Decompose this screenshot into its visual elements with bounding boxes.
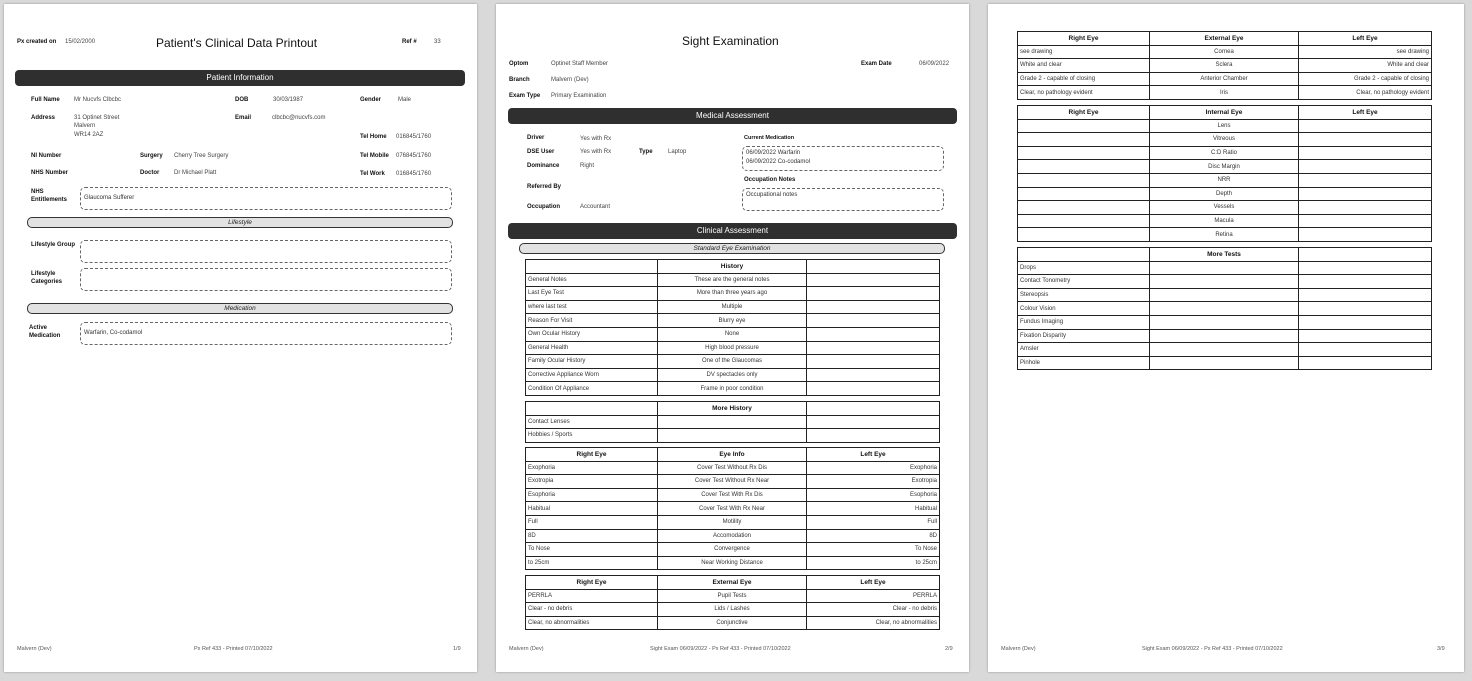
row-value: These are the general notes	[658, 273, 807, 287]
dominance-value: Right	[580, 163, 595, 169]
external-eye-table-p2	[525, 575, 940, 630]
column-header: Left Eye	[807, 448, 940, 462]
lifestyle-categories-label-1: Lifestyle	[31, 271, 56, 277]
doctor-label: Doctor	[140, 170, 160, 176]
table-row	[1018, 119, 1432, 133]
tel-work-value: 016845/1760	[396, 171, 432, 177]
footer-ref: Sight Exam 06/09/2022 - Px Ref 433 - Printed 07/10/2022	[1142, 646, 1283, 652]
table-row	[526, 382, 940, 396]
address-label: Address	[31, 115, 56, 121]
address-line2: Malvern	[74, 123, 96, 129]
empty-cell	[1018, 214, 1150, 228]
occupation-label: Occupation	[527, 204, 561, 210]
row-value: Blurry eye	[658, 314, 807, 328]
empty-cell	[1299, 173, 1432, 187]
row-label: Last Eye Test	[526, 287, 658, 301]
table-row	[526, 502, 940, 516]
optom-value: Optinet Staff Member	[551, 61, 608, 67]
test-name: Conjunctive	[658, 616, 807, 630]
left-eye-value: see drawing	[1299, 45, 1432, 59]
test-name: Macula	[1150, 214, 1299, 228]
px-created-value: 15/02/2000	[65, 39, 96, 45]
table-row	[1018, 214, 1432, 228]
table-row	[1018, 343, 1432, 357]
dse-user-value: Yes with Rx	[580, 149, 612, 155]
row-label: Condition Of Appliance	[526, 382, 658, 396]
table-row	[1018, 201, 1432, 215]
left-eye-value: Habitual	[807, 502, 940, 516]
email-label: Email	[235, 115, 252, 121]
column-header: External Eye	[658, 576, 807, 590]
test-name: Vessels	[1150, 201, 1299, 215]
occupation-value: Accountant	[580, 204, 611, 210]
email-value: clbcbc@nucvfs.com	[272, 115, 326, 121]
empty-cell	[1299, 288, 1432, 302]
section-lifestyle: Lifestyle	[27, 217, 453, 228]
driver-label: Driver	[527, 135, 545, 141]
empty-cell	[807, 368, 940, 382]
table-row	[526, 273, 940, 287]
active-medication-label-2: Medication	[29, 333, 61, 339]
table-row	[526, 415, 940, 429]
occupation-notes-label: Occupation Notes	[744, 177, 796, 183]
table-row	[1018, 275, 1432, 289]
dob-value: 30/03/1987	[273, 97, 304, 103]
empty-cell	[658, 415, 807, 429]
page-2	[496, 4, 969, 672]
empty-cell	[658, 429, 807, 443]
column-header: Right Eye	[1018, 32, 1150, 46]
empty-cell	[1150, 261, 1299, 275]
test-name: Stereopsis	[1018, 288, 1150, 302]
test-name: Motility	[658, 515, 807, 529]
empty-cell	[1299, 160, 1432, 174]
column-header: Left Eye	[1299, 106, 1432, 120]
table-row	[1018, 228, 1432, 242]
empty-cell	[807, 314, 940, 328]
test-name: C:D Ratio	[1150, 146, 1299, 160]
occupation-notes-box	[742, 188, 944, 211]
table-header-row	[1018, 32, 1432, 46]
empty-cell	[1299, 187, 1432, 201]
page-title: Patient's Clinical Data Printout	[156, 36, 318, 50]
table-row	[1018, 160, 1432, 174]
column-header: Left Eye	[1299, 32, 1432, 46]
exam-type-label: Exam Type	[509, 93, 541, 99]
empty-cell	[1299, 275, 1432, 289]
column-header: Right Eye	[1018, 106, 1150, 120]
table-row	[526, 368, 940, 382]
branch-label: Branch	[509, 77, 530, 83]
footer-ref: Sight Exam 06/09/2022 - Px Ref 433 - Printed 07/10/2022	[650, 646, 791, 652]
test-name: Convergence	[658, 543, 807, 557]
table-header-row	[1018, 106, 1432, 120]
empty-cell	[1299, 315, 1432, 329]
left-eye-value: Clear, no abnormalities	[807, 616, 940, 630]
sight-exam-title: Sight Examination	[682, 34, 779, 48]
exam-type-value: Primary Examination	[551, 93, 607, 99]
right-eye-value: White and clear	[1018, 59, 1150, 73]
nhs-entitlements-box	[80, 187, 452, 210]
exam-date-label: Exam Date	[861, 61, 892, 67]
test-name: Near Working Distance	[658, 556, 807, 570]
ref-value: 33	[434, 39, 441, 45]
table-row	[526, 616, 940, 630]
empty-cell	[807, 273, 940, 287]
empty-cell	[1018, 160, 1150, 174]
right-eye-value: Clear - no debris	[526, 603, 658, 617]
empty-cell	[1018, 201, 1150, 215]
empty-cell	[1150, 315, 1299, 329]
empty-cell	[807, 327, 940, 341]
table-row	[526, 341, 940, 355]
table-row	[526, 556, 940, 570]
column-header: Internal Eye	[1150, 106, 1299, 120]
current-medication-item: 06/09/2022 Warfarin	[746, 150, 801, 156]
tel-home-label: Tel Home	[360, 134, 387, 140]
table-row	[526, 475, 940, 489]
empty-cell	[1018, 187, 1150, 201]
full-name-value: Mr Nucvfs Clbcbc	[74, 97, 122, 103]
current-medication-item: 06/09/2022 Co-codamol	[746, 159, 811, 165]
more-history-table	[525, 401, 940, 443]
surgery-label: Surgery	[140, 153, 163, 159]
test-name: Disc Margin	[1150, 160, 1299, 174]
test-name: Lens	[1150, 119, 1299, 133]
table-row	[1018, 356, 1432, 370]
left-eye-value: White and clear	[1299, 59, 1432, 73]
row-label: General Notes	[526, 273, 658, 287]
column-header: Right Eye	[526, 576, 658, 590]
driver-value: Yes with Rx	[580, 136, 612, 142]
footer-page-number: 3/9	[1437, 646, 1445, 652]
column-header: External Eye	[1150, 32, 1299, 46]
table-header-row	[1018, 248, 1432, 262]
dob-label: DOB	[235, 97, 249, 103]
active-medication-label-1: Active	[29, 325, 48, 331]
active-medication-value: Warfarin, Co-codamol	[84, 330, 143, 336]
empty-cell	[1299, 146, 1432, 160]
empty-cell	[1299, 302, 1432, 316]
test-name: Iris	[1150, 86, 1299, 100]
empty-cell	[1299, 356, 1432, 370]
table-row	[1018, 302, 1432, 316]
left-eye-value: 8D	[807, 529, 940, 543]
empty-cell	[1018, 133, 1150, 147]
right-eye-value: Clear, no pathology evident	[1018, 86, 1150, 100]
empty-cell	[1150, 343, 1299, 357]
test-name: Cover Test With Rx Dis	[658, 488, 807, 502]
test-name: Pinhole	[1018, 356, 1150, 370]
lifestyle-group-label: Lifestyle Group	[31, 242, 76, 248]
table-row	[1018, 315, 1432, 329]
nhs-number-label: NHS Number	[31, 170, 69, 176]
ni-number-label: NI Number	[31, 153, 62, 159]
empty-cell	[807, 287, 940, 301]
tel-mobile-label: Tel Mobile	[360, 153, 389, 159]
row-label: Contact Lenses	[526, 415, 658, 429]
referred-by-label: Referred By	[527, 184, 562, 190]
test-name: Fixation Disparity	[1018, 329, 1150, 343]
table-row	[1018, 59, 1432, 73]
right-eye-value: Esophoria	[526, 488, 658, 502]
left-eye-value: PERRLA	[807, 589, 940, 603]
table-row	[526, 314, 940, 328]
right-eye-value: see drawing	[1018, 45, 1150, 59]
footer-ref: Px Ref 433 - Printed 07/10/2022	[194, 646, 273, 652]
empty-cell	[1299, 201, 1432, 215]
full-name-label: Full Name	[31, 97, 60, 103]
table-row	[1018, 288, 1432, 302]
empty-cell	[807, 415, 940, 429]
empty-cell	[1018, 228, 1150, 242]
eye-info-table	[525, 447, 940, 570]
right-eye-value: Habitual	[526, 502, 658, 516]
address-line1: 31 Optinet Street	[74, 115, 120, 121]
row-value: More than three years ago	[658, 287, 807, 301]
empty-cell	[1150, 356, 1299, 370]
footer-branch: Malvern (Dev)	[509, 646, 544, 652]
row-label: Family Ocular History	[526, 355, 658, 369]
footer-page-number: 2/9	[945, 646, 953, 652]
tel-mobile-value: 076845/1760	[396, 153, 432, 159]
right-eye-value: Exotropia	[526, 475, 658, 489]
test-name: Drops	[1018, 261, 1150, 275]
page-1	[4, 4, 477, 672]
row-label: General Health	[526, 341, 658, 355]
table-row	[1018, 133, 1432, 147]
table-row	[1018, 86, 1432, 100]
tel-work-label: Tel Work	[360, 171, 385, 177]
table-row	[526, 300, 940, 314]
right-eye-value: 8D	[526, 529, 658, 543]
left-eye-value: Grade 2 - capable of closing	[1299, 72, 1432, 86]
empty-cell	[1018, 173, 1150, 187]
test-name: Vitreous	[1150, 133, 1299, 147]
row-value: None	[658, 327, 807, 341]
right-eye-value: Full	[526, 515, 658, 529]
table-row	[526, 543, 940, 557]
current-medication-box	[742, 146, 944, 171]
type-value: Laptop	[668, 149, 687, 155]
left-eye-value: Clear - no debris	[807, 603, 940, 617]
table-header-row	[526, 576, 940, 590]
test-name: Amsler	[1018, 343, 1150, 357]
test-name: Cornea	[1150, 45, 1299, 59]
empty-cell	[1299, 214, 1432, 228]
table-row	[526, 589, 940, 603]
nhs-entitlements-value: Glaucoma Sufferer	[84, 195, 135, 201]
section-patient-information: Patient Information	[15, 70, 465, 86]
table-row	[526, 355, 940, 369]
table-row	[526, 488, 940, 502]
table-row	[526, 327, 940, 341]
right-eye-value: to 25cm	[526, 556, 658, 570]
section-clinical-assessment: Clinical Assessment	[508, 223, 957, 239]
table-row	[1018, 329, 1432, 343]
row-value: One of the Glaucomas	[658, 355, 807, 369]
empty-cell	[1018, 119, 1150, 133]
empty-cell	[1018, 146, 1150, 160]
page-3	[988, 4, 1464, 672]
test-name: Contact Tonometry	[1018, 275, 1150, 289]
test-name: Cover Test Without Rx Near	[658, 475, 807, 489]
table-row	[526, 603, 940, 617]
test-name: Accomodation	[658, 529, 807, 543]
test-name: Fundus Imaging	[1018, 315, 1150, 329]
more-tests-header: More Tests	[1150, 248, 1299, 262]
test-name: Anterior Chamber	[1150, 72, 1299, 86]
lifestyle-categories-label-2: Categories	[31, 279, 63, 285]
section-medical-assessment: Medical Assessment	[508, 108, 957, 124]
lifestyle-group-box	[80, 240, 452, 263]
test-name: Colour Vision	[1018, 302, 1150, 316]
section-medication: Medication	[27, 303, 453, 314]
dominance-label: Dominance	[527, 163, 560, 169]
table-header-row	[526, 402, 940, 416]
gender-label: Gender	[360, 97, 382, 103]
empty-cell	[807, 300, 940, 314]
table-row	[1018, 173, 1432, 187]
internal-eye-table	[1017, 105, 1432, 242]
footer-branch: Malvern (Dev)	[1001, 646, 1036, 652]
surgery-value: Cherry Tree Surgery	[174, 153, 229, 159]
test-name: Cover Test With Rx Near	[658, 502, 807, 516]
right-eye-value: Grade 2 - capable of closing	[1018, 72, 1150, 86]
empty-cell	[1299, 119, 1432, 133]
empty-cell	[1299, 133, 1432, 147]
empty-cell	[807, 382, 940, 396]
table-row	[1018, 72, 1432, 86]
test-name: Retina	[1150, 228, 1299, 242]
address-line3: WR14 2AZ	[74, 132, 104, 138]
current-medication-label: Current Medication	[744, 135, 795, 141]
left-eye-value: Exophoria	[807, 461, 940, 475]
test-name: Sclera	[1150, 59, 1299, 73]
left-eye-value: To Nose	[807, 543, 940, 557]
external-eye-table-p3	[1017, 31, 1432, 100]
row-label: Corrective Appliance Worn	[526, 368, 658, 382]
table-row	[1018, 146, 1432, 160]
table-row	[1018, 45, 1432, 59]
column-header: Left Eye	[807, 576, 940, 590]
optom-label: Optom	[509, 61, 529, 67]
nhs-entitlements-label-2: Entitlements	[31, 197, 68, 203]
left-eye-value: Clear, no pathology evident	[1299, 86, 1432, 100]
right-eye-value: PERRLA	[526, 589, 658, 603]
test-name: Cover Test Without Rx Dis	[658, 461, 807, 475]
ref-label: Ref #	[402, 39, 417, 45]
test-name: NRR	[1150, 173, 1299, 187]
dse-user-label: DSE User	[527, 149, 555, 155]
row-value: High blood pressure	[658, 341, 807, 355]
footer-page-number: 1/9	[453, 646, 461, 652]
table-row	[526, 515, 940, 529]
row-label: Own Ocular History	[526, 327, 658, 341]
row-value: Multiple	[658, 300, 807, 314]
tel-home-value: 016845/1760	[396, 134, 432, 140]
empty-cell	[1150, 288, 1299, 302]
empty-cell	[1299, 329, 1432, 343]
table-row	[526, 461, 940, 475]
table-row	[526, 429, 940, 443]
empty-cell	[1150, 329, 1299, 343]
nhs-entitlements-label-1: NHS	[31, 189, 44, 195]
table-header-row	[526, 260, 940, 274]
test-name: Depth	[1150, 187, 1299, 201]
row-value: Frame in poor condition	[658, 382, 807, 396]
right-eye-value: To Nose	[526, 543, 658, 557]
test-name: Pupil Tests	[658, 589, 807, 603]
table-row	[1018, 187, 1432, 201]
right-eye-value: Exophoria	[526, 461, 658, 475]
row-label: where last test	[526, 300, 658, 314]
history-header: History	[658, 260, 807, 274]
column-header: Eye Info	[658, 448, 807, 462]
subsection-standard-eye-examination: Standard Eye Examination	[519, 243, 945, 254]
branch-value: Malvern (Dev)	[551, 77, 589, 83]
empty-cell	[807, 355, 940, 369]
empty-cell	[807, 429, 940, 443]
occupation-notes-value: Occupational notes	[746, 192, 798, 198]
history-table	[525, 259, 940, 396]
doctor-value: Dr Michael Platt	[174, 170, 217, 176]
table-row	[1018, 261, 1432, 275]
empty-cell	[1150, 275, 1299, 289]
row-value: DV spectacles only	[658, 368, 807, 382]
left-eye-value: Exotropia	[807, 475, 940, 489]
right-eye-value: Clear, no abnormalities	[526, 616, 658, 630]
empty-cell	[1299, 228, 1432, 242]
row-label: Hobbies / Sports	[526, 429, 658, 443]
empty-cell	[1299, 343, 1432, 357]
left-eye-value: Esophoria	[807, 488, 940, 502]
type-label: Type	[639, 149, 653, 155]
table-row	[526, 529, 940, 543]
active-medication-box	[80, 322, 452, 345]
empty-cell	[1299, 261, 1432, 275]
px-created-label: Px created on	[17, 39, 57, 45]
row-label: Reason For Visit	[526, 314, 658, 328]
table-row	[526, 287, 940, 301]
test-name: Lids / Lashes	[658, 603, 807, 617]
gender-value: Male	[398, 97, 412, 103]
footer-branch: Malvern (Dev)	[17, 646, 52, 652]
more-history-header: More History	[658, 402, 807, 416]
column-header: Right Eye	[526, 448, 658, 462]
left-eye-value: Full	[807, 515, 940, 529]
empty-cell	[1150, 302, 1299, 316]
empty-cell	[807, 341, 940, 355]
table-header-row	[526, 448, 940, 462]
lifestyle-categories-box	[80, 268, 452, 291]
left-eye-value: to 25cm	[807, 556, 940, 570]
exam-date-value: 06/09/2022	[919, 61, 950, 67]
more-tests-table	[1017, 247, 1432, 370]
